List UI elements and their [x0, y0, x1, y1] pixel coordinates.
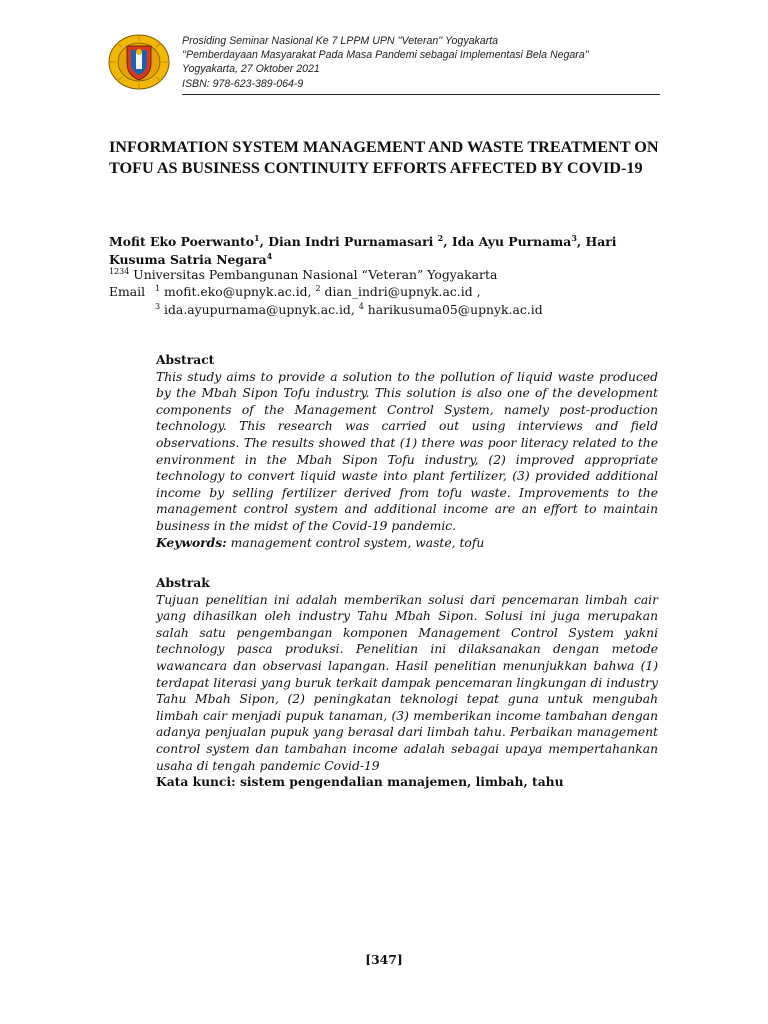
email-label: Email	[109, 284, 146, 299]
proceedings-header	[182, 34, 682, 91]
email-sup: 4	[358, 301, 364, 311]
email-address: dian_indri@upnyk.ac.id ,	[320, 284, 481, 299]
abstrak-heading: Abstrak	[156, 575, 210, 590]
university-seal-icon	[108, 33, 170, 91]
header-line-2: ''Pemberdayaan Masyarakat Pada Masa Pandemi sebagai Implementasi Bela Negara''	[182, 49, 589, 62]
email-line-1	[109, 284, 481, 299]
author-sup: 3	[571, 232, 577, 243]
keywords-line	[156, 535, 658, 552]
author-sup: 4	[266, 250, 273, 261]
author-sup: 1	[254, 232, 260, 243]
header-line-3: Yogyakarta, 27 Oktober 2021	[182, 63, 320, 76]
author-name: Dian Indri Purnamasari	[268, 234, 438, 249]
header-line-1: Prosiding Seminar Nasional Ke 7 LPPM UPN ''Veteran'' Yogyakarta	[182, 35, 499, 47]
paper-title: INFORMATION SYSTEM MANAGEMENT AND WASTE TREATMENT ON TOFU AS BUSINESS CONTINUITY EFFORTS AFFECTED BY COVID-19	[109, 138, 659, 177]
email-address: ida.ayupurnama@upnyk.ac.id,	[160, 302, 359, 317]
abstract-indonesian	[156, 575, 658, 791]
abstract-body: This study aims to provide a solution to the pollution of liquid waste produced by the Mbah Sipon Tofu industry. This solution is also one of the development components of the Management Control System, namely post-production technology. This research was carried out using interviews and field observations. The results showed that (1) there was poor literacy related to the environment in the Mbah Sipon Tofu industry, (2) improved appropriate technology to convert liquid waste into plant fertilizer, (3) provided additional income by selling fertilizer derived from tofu waste. Improvements to the management control system and additional income are an effort to maintain business in the midst of the Covid-19 pandemic.	[156, 369, 658, 533]
keywords-text: management control system, waste, tofu	[226, 535, 485, 550]
email-sup: 2	[315, 283, 321, 293]
header-line-4: ISBN: 978-623-389-064-9	[182, 77, 304, 90]
keywords-label: Keywords:	[156, 534, 227, 550]
email-sup: 3	[155, 301, 161, 311]
email-sup: 1	[155, 283, 161, 293]
abstract-english	[156, 352, 658, 551]
page-number: [347]	[365, 952, 403, 967]
email-address: harikusuma05@upnyk.ac.id	[363, 302, 543, 317]
abstrak-body: Tujuan penelitian ini adalah memberikan solusi dari pencemaran limbah cair yang dihasilkan oleh industry Tahu Mbah Sipon. Solusi ini juga merupakan salah satu pengembangan komponen Management Control System yakni technology pasca produksi. Penelitian ini dilaksanakan dengan metode wawancara dan observasi lapangan. Hasil penelitian menunjukkan bahwa (1) terdapat literasi yang buruk terkait dampak pencemaran lingkungan di industry Tahu Mbah Sipon, (2) peningkatan teknologi tepat guna untuk mengubah limbah cair menjadi pupuk tanaman, (3) memberikan income tambahan dengan adanya penjualan pupuk yang berasal dari limbah tahu. Perbaikan management control system dan tambahan income adalah sebagai upaya mempertahankan usaha di tengah pandemic Covid-19	[156, 592, 658, 773]
email-address: mofit.eko@upnyk.ac.id,	[160, 284, 316, 299]
affiliation-text: Universitas Pembangunan Nasional “Veteran” Yogyakarta	[129, 267, 498, 282]
affiliation	[109, 267, 497, 282]
email-line-2	[155, 302, 543, 317]
author-name: Ida Ayu Purnama	[451, 234, 572, 249]
abstract-heading: Abstract	[156, 352, 215, 367]
author-list: Mofit Eko Poerwanto$^1$, Dian Indri Purnamasari $^2$, Ida Ayu Purnama$^3$, Hari Kusuma Satria Negara$^4$	[109, 232, 617, 267]
author-name: Mofit Eko Poerwanto	[109, 234, 254, 249]
kata-kunci-line: Kata kunci: sistem pengendalian manajemen, limbah, tahu	[156, 774, 564, 790]
author-name: Hari Kusuma Satria Negara	[109, 234, 617, 267]
header-divider	[182, 94, 660, 95]
author-sup: 2	[437, 232, 444, 243]
affiliation-sup: 1234	[109, 266, 130, 276]
